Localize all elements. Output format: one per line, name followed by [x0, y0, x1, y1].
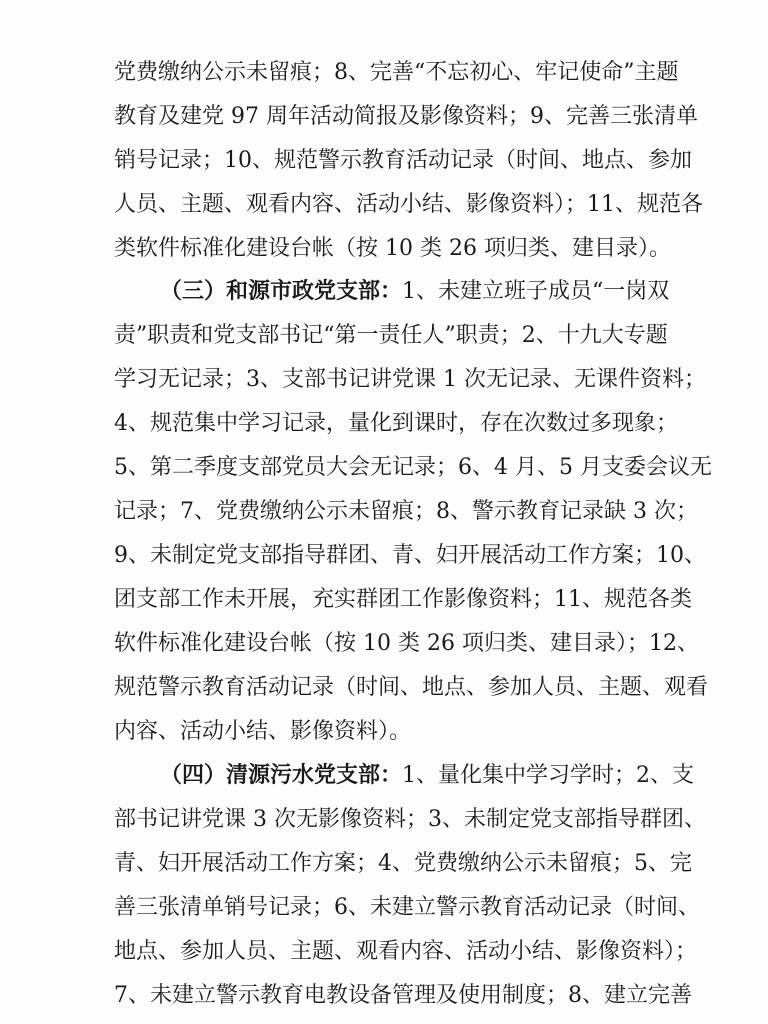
section-4-first-line-text: 1、量化集中学习学时；2、支: [402, 763, 695, 788]
text-line: 党费缴纳公示未留痕；8、完善“不忘初心、牢记使命”主题: [114, 60, 679, 85]
text-line: 人员、主题、观看内容、活动小结、影像资料）；11、规范各: [114, 192, 703, 217]
text-line: 青、妇开展活动工作方案；4、党费缴纳公示未留痕；5、完: [114, 851, 692, 876]
text-line: 地点、参加人员、主题、观看内容、活动小结、影像资料）；: [114, 939, 698, 964]
text-line: 记录；7、党费缴纳公示未留痕；8、警示教育记录缺 3 次；: [114, 499, 698, 524]
text-line: 团支部工作未开展，充实群团工作影像资料；11、规范各类: [114, 587, 692, 612]
text-line: 类软件标准化建设台帐（按 10 类 26 项归类、建目录）。: [114, 236, 671, 261]
section-4-heading: （四）清源污水党支部：: [160, 763, 403, 788]
text-line: 学习无记录；3、支部书记讲党课 1 次无记录、无课件资料；: [114, 367, 706, 392]
text-line: 9、未制定党支部指导群团、青、妇开展活动工作方案；10、: [114, 543, 706, 568]
section-3-first-line: [160, 272, 670, 312]
text-line: 7、未建立警示教育电教设备管理及使用制度；8、建立完善: [114, 983, 692, 1008]
text-line: 责”职责和党支部书记“第一责任人”职责；2、十九大专题: [114, 323, 668, 348]
text-line: 教育及建党 97 周年活动简报及影像资料；9、完善三张清单: [114, 104, 698, 129]
text-line: 善三张清单销号记录；6、未建立警示教育活动记录（时间、: [114, 895, 700, 920]
section-4-first-line: [160, 756, 695, 796]
text-line: 内容、活动小结、影像资料）。: [114, 719, 412, 744]
section-3-heading: （三）和源市政党支部：: [160, 279, 403, 304]
text-line: 4、规范集中学习记录，量化到课时，存在次数过多现象；: [114, 411, 678, 436]
text-line: 部书记讲党课 3 次无影像资料；3、未制定党支部指导群团、: [114, 807, 706, 832]
text-line: 规范警示教育活动记录（时间、地点、参加人员、主题、观看: [114, 675, 709, 700]
section-3-first-line-text: 1、未建立班子成员“一岗双: [402, 279, 670, 304]
text-line: 软件标准化建设台帐（按 10 类 26 项归类、建目录）；12、: [114, 631, 699, 656]
text-line: 5、第二季度支部党员大会无记录；6、4 月、5 月支委会议无: [114, 455, 712, 480]
text-line: 销号记录；10、规范警示教育活动记录（时间、地点、参加: [114, 148, 692, 173]
